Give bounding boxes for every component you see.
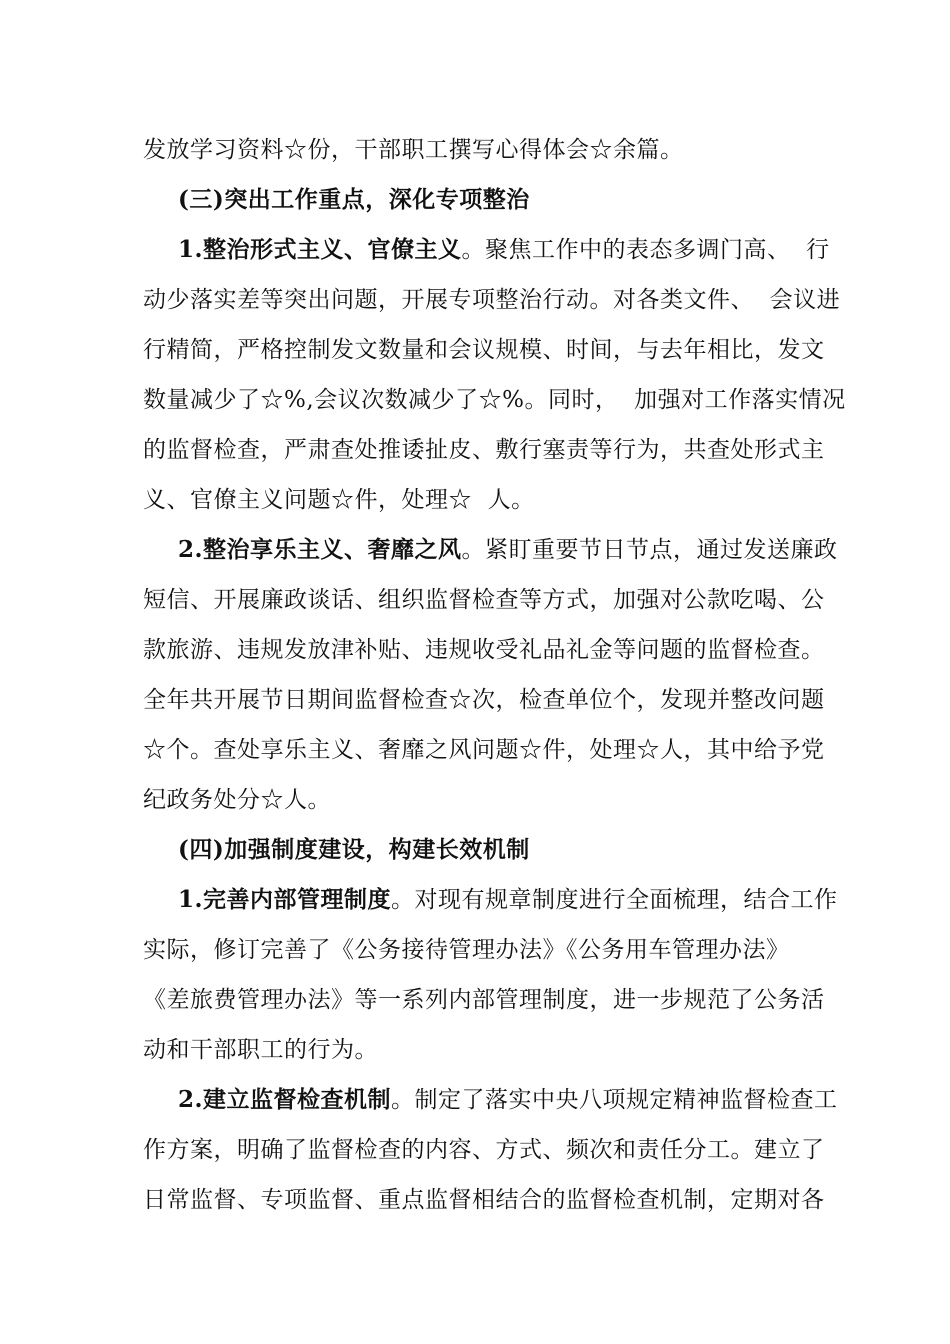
- text-line: 《差旅费管理办法》等一系列内部管理制度，进一步规范了公务活: [143, 987, 825, 1013]
- text-line: 的监督检查，严肃查处推诿扯皮、敷行塞责等行为，共查处形式主: [143, 437, 825, 463]
- text-line: 短信、开展廉政谈话、组织监督检查等方式，加强对公款吃喝、公: [143, 587, 825, 613]
- section-heading: (四)加强制度建设，构建长效机制: [178, 836, 530, 863]
- text-line: 实际，修订完善了《公务接待管理办法》《公务用车管理办法》: [143, 937, 790, 963]
- text-line: 1.整治形式主义、官僚主义。聚焦工作中的表态多调门高、 行: [178, 236, 830, 263]
- text-line: 日常监督、专项监督、重点监督相结合的监督检查机制，定期对各: [143, 1187, 825, 1213]
- text-line: 2.整治享乐主义、奢靡之风。紧盯重要节日节点，通过发送廉政: [178, 536, 838, 563]
- text-line: 义、官僚主义问题☆件，处理☆ 人。: [143, 487, 535, 513]
- text-line: ☆个。查处享乐主义、奢靡之风问题☆件，处理☆人，其中给予党: [143, 737, 825, 763]
- text-line: 款旅游、违规发放津补贴、违规收受礼品礼金等问题的监督检查。: [143, 637, 825, 663]
- section-heading: (三)突出工作重点，深化专项整治: [178, 186, 530, 213]
- text-line: 动少落实差等突出问题，开展专项整治行动。对各类文件、 会议进: [143, 287, 841, 313]
- text-line: 2.建立监督检查机制。制定了落实中央八项规定精神监督检查工: [178, 1086, 838, 1113]
- text-line: 纪政务处分☆人。: [143, 787, 331, 813]
- text-line: 作方案，明确了监督检查的内容、方式、频次和责任分工。建立了: [143, 1137, 825, 1163]
- text-line: 发放学习资料☆份，干部职工撰写心得体会☆余篇。: [143, 137, 684, 163]
- text-line: 动和干部职工的行为。: [143, 1037, 378, 1063]
- text-line: 全年共开展节日期间监督检查☆次，检查单位个，发现并整改问题: [143, 687, 825, 713]
- text-line: 行精简，严格控制发文数量和会议规模、时间，与去年相比，发文: [143, 337, 825, 363]
- text-line: 数量减少了☆%,会议次数减少了☆%。同时， 加强对工作落实情况: [143, 387, 846, 413]
- text-line: 1.完善内部管理制度。对现有规章制度进行全面梳理，结合工作: [178, 886, 838, 913]
